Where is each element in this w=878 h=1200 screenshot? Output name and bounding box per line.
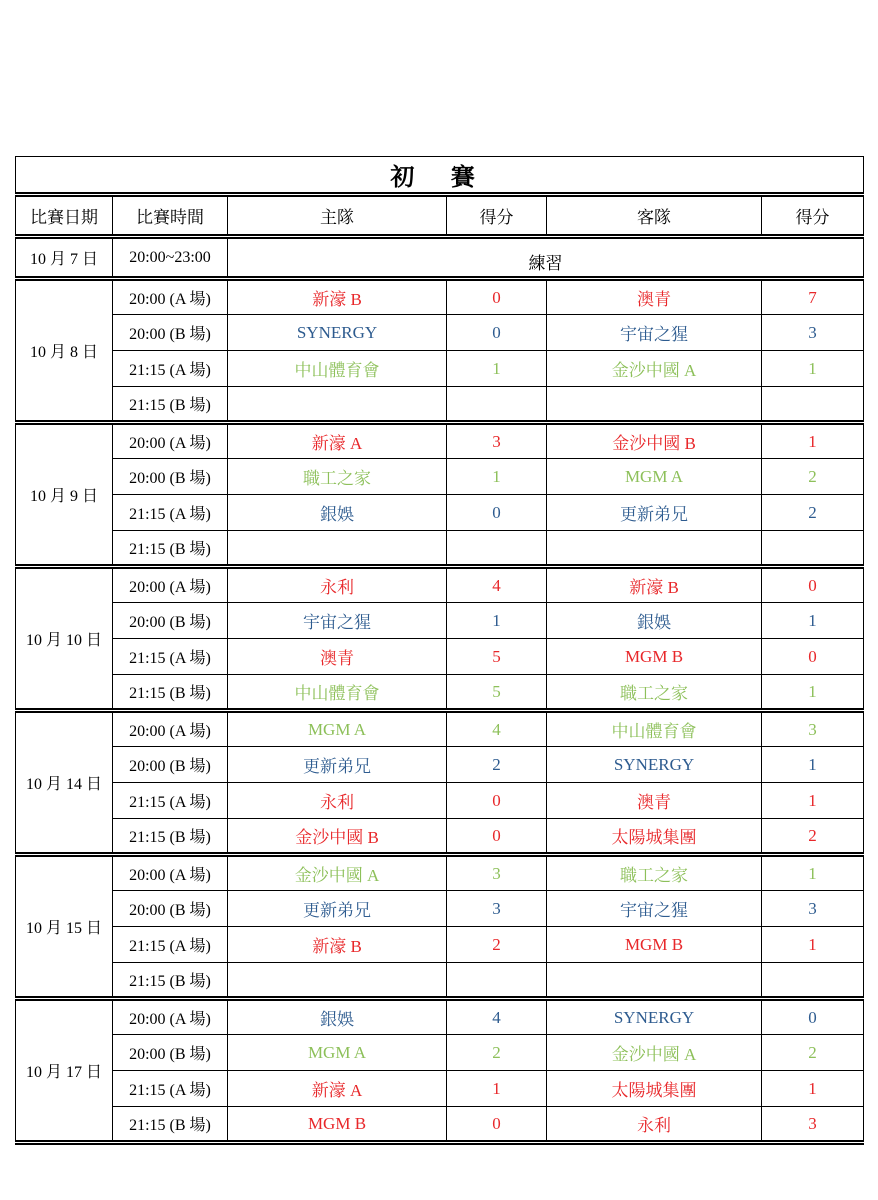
home-team: 宇宙之猩 bbox=[228, 603, 447, 639]
home-team: 中山體育會 bbox=[228, 351, 447, 387]
match-row bbox=[16, 819, 864, 855]
header-time: 比賽時間 bbox=[113, 195, 228, 237]
away-score: 3 bbox=[762, 315, 864, 351]
time-cell: 21:15 (A 場) bbox=[113, 495, 228, 531]
home-score: 0 bbox=[447, 315, 547, 351]
match-row bbox=[16, 531, 864, 567]
home-score bbox=[447, 963, 547, 999]
home-team: 更新弟兄 bbox=[228, 891, 447, 927]
home-score: 0 bbox=[447, 1107, 547, 1143]
time-cell: 21:15 (B 場) bbox=[113, 531, 228, 567]
away-score: 3 bbox=[762, 1107, 864, 1143]
home-score: 1 bbox=[447, 351, 547, 387]
away-score: 1 bbox=[762, 423, 864, 459]
time-cell: 21:15 (A 場) bbox=[113, 783, 228, 819]
home-team: 永利 bbox=[228, 783, 447, 819]
time-cell: 21:15 (B 場) bbox=[113, 963, 228, 999]
away-team: 更新弟兄 bbox=[547, 495, 762, 531]
title-row bbox=[16, 157, 864, 195]
match-row bbox=[16, 999, 864, 1035]
home-score: 5 bbox=[447, 675, 547, 711]
match-row bbox=[16, 1035, 864, 1071]
away-team: 宇宙之猩 bbox=[547, 315, 762, 351]
away-team: 澳青 bbox=[547, 279, 762, 315]
home-team: MGM A bbox=[228, 1035, 447, 1071]
time-cell: 21:15 (A 場) bbox=[113, 1071, 228, 1107]
match-row bbox=[16, 747, 864, 783]
time-cell: 20:00 (A 場) bbox=[113, 423, 228, 459]
home-score bbox=[447, 531, 547, 567]
header-date: 比賽日期 bbox=[16, 195, 113, 237]
away-score bbox=[762, 531, 864, 567]
away-score: 1 bbox=[762, 855, 864, 891]
away-score: 2 bbox=[762, 1035, 864, 1071]
away-score: 1 bbox=[762, 603, 864, 639]
match-row bbox=[16, 567, 864, 603]
date-cell: 10 月 14 日 bbox=[16, 711, 113, 855]
away-team: SYNERGY bbox=[547, 999, 762, 1035]
match-row bbox=[16, 351, 864, 387]
away-team: 職工之家 bbox=[547, 675, 762, 711]
date-cell: 10 月 7 日 bbox=[16, 237, 113, 279]
time-cell: 21:15 (A 場) bbox=[113, 351, 228, 387]
away-team: SYNERGY bbox=[547, 747, 762, 783]
time-cell: 21:15 (A 場) bbox=[113, 927, 228, 963]
home-score: 2 bbox=[447, 1035, 547, 1071]
away-team bbox=[547, 531, 762, 567]
away-score bbox=[762, 387, 864, 423]
match-row bbox=[16, 963, 864, 999]
away-score: 1 bbox=[762, 1071, 864, 1107]
time-cell: 20:00 (B 場) bbox=[113, 315, 228, 351]
time-cell: 20:00~23:00 bbox=[113, 237, 228, 279]
away-team: 金沙中國 B bbox=[547, 423, 762, 459]
home-score: 0 bbox=[447, 783, 547, 819]
home-score: 1 bbox=[447, 603, 547, 639]
header-home-score: 得分 bbox=[447, 195, 547, 237]
header-home: 主隊 bbox=[228, 195, 447, 237]
time-cell: 20:00 (A 場) bbox=[113, 855, 228, 891]
away-score bbox=[762, 963, 864, 999]
home-team: 更新弟兄 bbox=[228, 747, 447, 783]
match-row bbox=[16, 387, 864, 423]
away-score: 0 bbox=[762, 567, 864, 603]
home-team: MGM A bbox=[228, 711, 447, 747]
away-team: 銀娛 bbox=[547, 603, 762, 639]
schedule-table bbox=[15, 156, 864, 1145]
time-cell: 20:00 (B 場) bbox=[113, 603, 228, 639]
home-team: 新濠 B bbox=[228, 927, 447, 963]
time-cell: 21:15 (B 場) bbox=[113, 1107, 228, 1143]
away-team: 中山體育會 bbox=[547, 711, 762, 747]
time-cell: 20:00 (B 場) bbox=[113, 747, 228, 783]
home-team: 新濠 A bbox=[228, 1071, 447, 1107]
date-cell: 10 月 9 日 bbox=[16, 423, 113, 567]
home-team: 職工之家 bbox=[228, 459, 447, 495]
home-score: 0 bbox=[447, 819, 547, 855]
match-row bbox=[16, 891, 864, 927]
time-cell: 21:15 (A 場) bbox=[113, 639, 228, 675]
home-team: 中山體育會 bbox=[228, 675, 447, 711]
home-score: 4 bbox=[447, 999, 547, 1035]
time-cell: 21:15 (B 場) bbox=[113, 387, 228, 423]
home-team: 銀娛 bbox=[228, 999, 447, 1035]
away-score: 1 bbox=[762, 927, 864, 963]
away-score: 3 bbox=[762, 891, 864, 927]
date-cell: 10 月 8 日 bbox=[16, 279, 113, 423]
home-team: 永利 bbox=[228, 567, 447, 603]
home-team bbox=[228, 387, 447, 423]
time-cell: 20:00 (B 場) bbox=[113, 1035, 228, 1071]
match-row bbox=[16, 711, 864, 747]
match-row bbox=[16, 783, 864, 819]
home-team: 新濠 A bbox=[228, 423, 447, 459]
home-team bbox=[228, 963, 447, 999]
home-score: 0 bbox=[447, 495, 547, 531]
time-cell: 20:00 (B 場) bbox=[113, 459, 228, 495]
match-row bbox=[16, 927, 864, 963]
home-team: MGM B bbox=[228, 1107, 447, 1143]
match-row bbox=[16, 495, 864, 531]
away-score: 0 bbox=[762, 999, 864, 1035]
away-team bbox=[547, 387, 762, 423]
match-row bbox=[16, 315, 864, 351]
header-away: 客隊 bbox=[547, 195, 762, 237]
away-team: 永利 bbox=[547, 1107, 762, 1143]
home-team: 金沙中國 B bbox=[228, 819, 447, 855]
away-score: 1 bbox=[762, 675, 864, 711]
home-team: 金沙中國 A bbox=[228, 855, 447, 891]
away-team: 澳青 bbox=[547, 783, 762, 819]
home-score: 0 bbox=[447, 279, 547, 315]
away-score: 3 bbox=[762, 711, 864, 747]
away-team: MGM B bbox=[547, 927, 762, 963]
match-row bbox=[16, 459, 864, 495]
time-cell: 20:00 (A 場) bbox=[113, 279, 228, 315]
date-cell: 10 月 10 日 bbox=[16, 567, 113, 711]
time-cell: 21:15 (B 場) bbox=[113, 819, 228, 855]
match-row bbox=[16, 603, 864, 639]
home-score: 2 bbox=[447, 927, 547, 963]
time-cell: 21:15 (B 場) bbox=[113, 675, 228, 711]
date-cell: 10 月 17 日 bbox=[16, 999, 113, 1143]
home-score: 2 bbox=[447, 747, 547, 783]
match-row bbox=[16, 423, 864, 459]
away-score: 2 bbox=[762, 459, 864, 495]
practice-label: 練習 bbox=[228, 237, 864, 279]
home-score: 3 bbox=[447, 855, 547, 891]
away-team: MGM B bbox=[547, 639, 762, 675]
home-score: 1 bbox=[447, 459, 547, 495]
away-score: 1 bbox=[762, 783, 864, 819]
home-team: 澳青 bbox=[228, 639, 447, 675]
match-row bbox=[16, 855, 864, 891]
match-row bbox=[16, 1071, 864, 1107]
match-row bbox=[16, 279, 864, 315]
match-row bbox=[16, 1107, 864, 1143]
date-cell: 10 月 15 日 bbox=[16, 855, 113, 999]
away-team: 太陽城集團 bbox=[547, 1071, 762, 1107]
away-team: 金沙中國 A bbox=[547, 351, 762, 387]
away-team: 職工之家 bbox=[547, 855, 762, 891]
home-team: 新濠 B bbox=[228, 279, 447, 315]
home-team: 銀娛 bbox=[228, 495, 447, 531]
away-team: 新濠 B bbox=[547, 567, 762, 603]
home-score: 3 bbox=[447, 423, 547, 459]
away-score: 0 bbox=[762, 639, 864, 675]
away-team: 宇宙之猩 bbox=[547, 891, 762, 927]
header-row bbox=[16, 195, 864, 237]
home-team: SYNERGY bbox=[228, 315, 447, 351]
home-score: 3 bbox=[447, 891, 547, 927]
away-team: 太陽城集團 bbox=[547, 819, 762, 855]
away-score: 1 bbox=[762, 351, 864, 387]
away-team bbox=[547, 963, 762, 999]
table-title: 初 賽 bbox=[16, 157, 864, 195]
time-cell: 20:00 (A 場) bbox=[113, 567, 228, 603]
home-score: 5 bbox=[447, 639, 547, 675]
away-score: 2 bbox=[762, 495, 864, 531]
time-cell: 20:00 (A 場) bbox=[113, 999, 228, 1035]
away-team: 金沙中國 A bbox=[547, 1035, 762, 1071]
time-cell: 20:00 (B 場) bbox=[113, 891, 228, 927]
home-score bbox=[447, 387, 547, 423]
home-score: 4 bbox=[447, 711, 547, 747]
away-score: 2 bbox=[762, 819, 864, 855]
away-team: MGM A bbox=[547, 459, 762, 495]
away-score: 7 bbox=[762, 279, 864, 315]
practice-row bbox=[16, 237, 864, 279]
home-score: 1 bbox=[447, 1071, 547, 1107]
away-score: 1 bbox=[762, 747, 864, 783]
home-score: 4 bbox=[447, 567, 547, 603]
match-row bbox=[16, 639, 864, 675]
header-away-score: 得分 bbox=[762, 195, 864, 237]
time-cell: 20:00 (A 場) bbox=[113, 711, 228, 747]
match-row bbox=[16, 675, 864, 711]
home-team bbox=[228, 531, 447, 567]
